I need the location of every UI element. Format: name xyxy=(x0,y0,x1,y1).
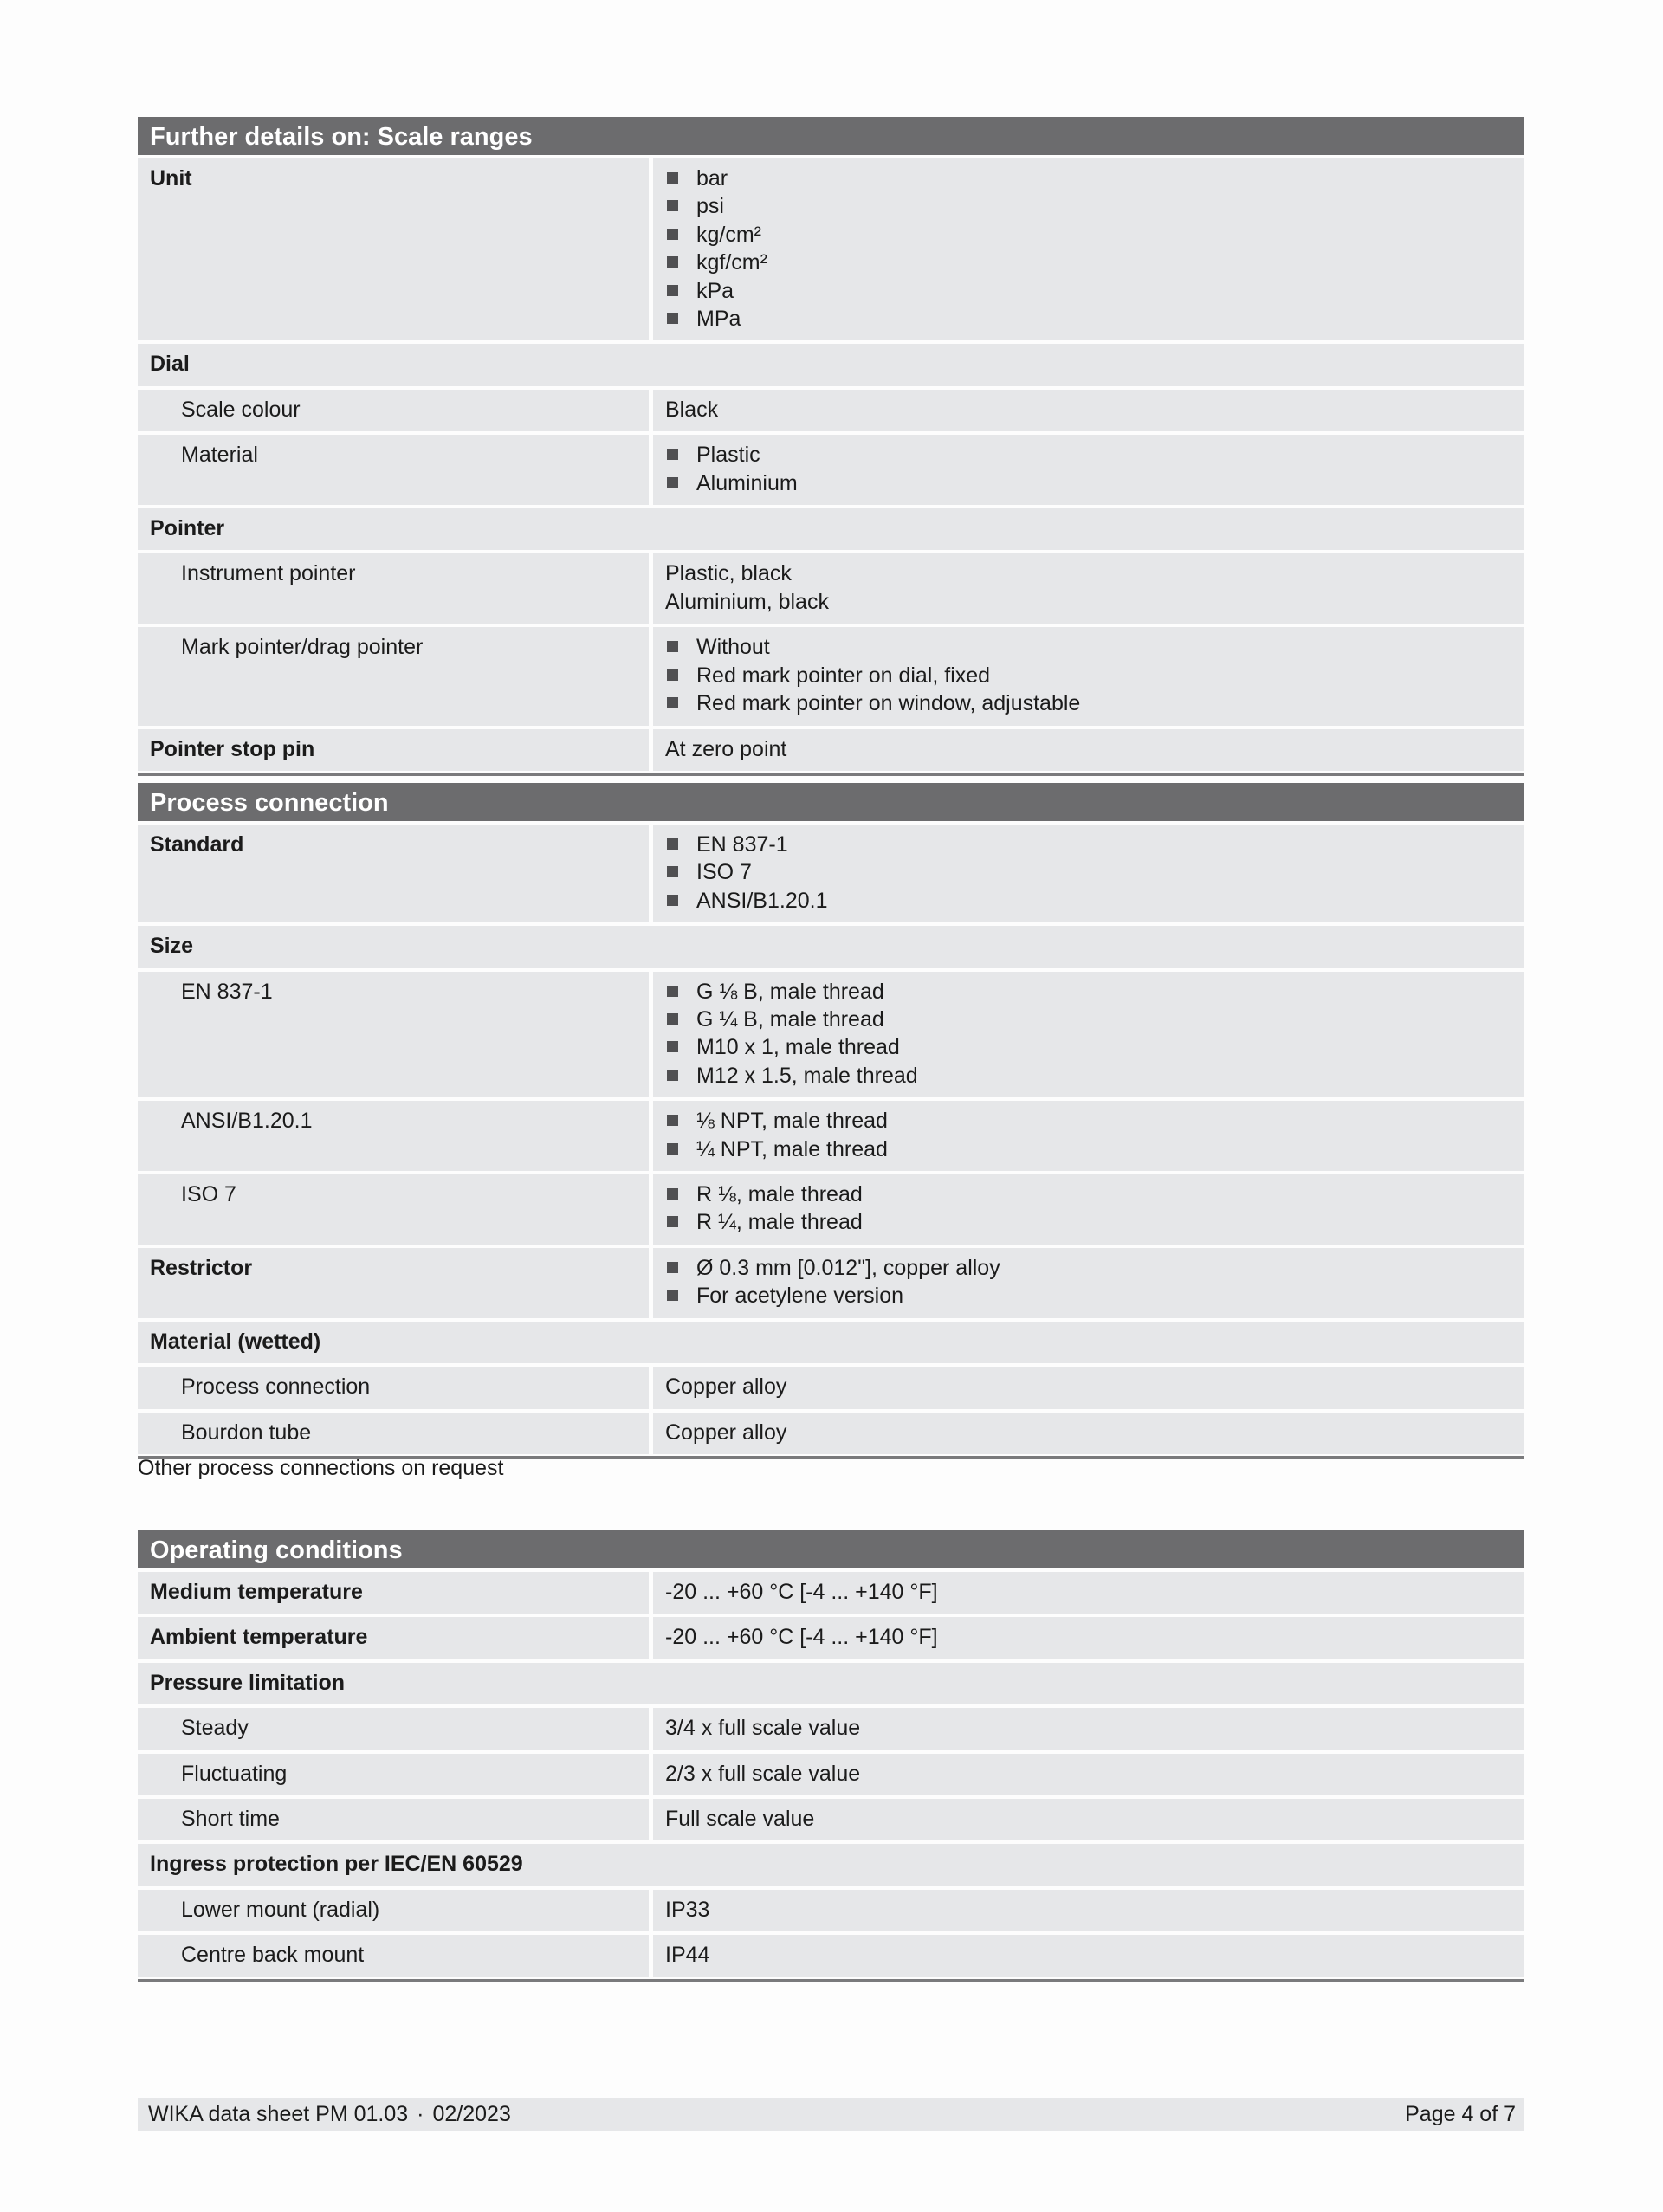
table-row-instrument-pointer xyxy=(138,553,1524,624)
table-row-iso-7 xyxy=(138,1174,1524,1245)
table-header: Process connection xyxy=(138,783,1524,821)
bullet-list xyxy=(665,1180,1513,1237)
row-value xyxy=(653,1248,1524,1318)
table-row-fluctuating xyxy=(138,1754,1524,1795)
table-row-scale-colour xyxy=(138,390,1524,431)
page-footer xyxy=(138,2098,1524,2131)
row-label: Dial xyxy=(138,344,1524,385)
row-value: 2/3 x full scale value xyxy=(653,1754,1524,1795)
operating-conditions-table xyxy=(138,1530,1524,1982)
bullet-item: psi xyxy=(665,192,1513,220)
bullet-item: ANSI/B1.20.1 xyxy=(665,887,1513,915)
row-value xyxy=(653,553,1524,624)
row-value: 3/4 x full scale value xyxy=(653,1708,1524,1750)
row-value xyxy=(653,435,1524,505)
footer-left xyxy=(148,2102,511,2127)
bullet-item: kgf/cm² xyxy=(665,249,1513,276)
table-header: Operating conditions xyxy=(138,1530,1524,1568)
bullet-list xyxy=(665,1107,1513,1163)
bullet-item: R ⅛, male thread xyxy=(665,1180,1513,1208)
table-row-material-wetted xyxy=(138,1322,1524,1363)
row-label: Pressure limitation xyxy=(138,1663,1524,1704)
row-label: Bourdon tube xyxy=(138,1413,649,1454)
table-row-lower-mount-radial xyxy=(138,1890,1524,1931)
row-value xyxy=(653,1174,1524,1245)
row-label: Centre back mount xyxy=(138,1935,649,1976)
row-label: Lower mount (radial) xyxy=(138,1890,649,1931)
row-label: ANSI/B1.20.1 xyxy=(138,1101,649,1171)
table-bottom-rule xyxy=(138,1979,1524,1982)
table-row-short-time xyxy=(138,1799,1524,1840)
bullet-item: kg/cm² xyxy=(665,221,1513,249)
value-line: Plastic, black xyxy=(665,561,792,586)
row-label: Fluctuating xyxy=(138,1754,649,1795)
row-label: Scale colour xyxy=(138,390,649,431)
bullet-list xyxy=(665,165,1513,333)
row-label: Pointer stop pin xyxy=(138,729,649,771)
process-connection-note: Other process connections on request xyxy=(138,1456,504,1480)
row-value: -20 ... +60 °C [-4 ... +140 °F] xyxy=(653,1617,1524,1659)
bullet-item: Aluminium xyxy=(665,469,1513,497)
table-row-restrictor xyxy=(138,1248,1524,1318)
bullet-item: For acetylene version xyxy=(665,1282,1513,1310)
bullet-item: EN 837-1 xyxy=(665,831,1513,858)
table-row-bourdon-tube xyxy=(138,1413,1524,1454)
scale-ranges-table xyxy=(138,117,1524,776)
row-label: Medium temperature xyxy=(138,1572,649,1614)
table-row-standard xyxy=(138,825,1524,922)
table-bottom-rule xyxy=(138,773,1524,776)
footer-page-number: Page 4 of 7 xyxy=(1405,2101,1516,2126)
bullet-item: M12 x 1.5, male thread xyxy=(665,1062,1513,1090)
process-connection-table xyxy=(138,783,1524,1459)
table-row-ingress-protection-per-iec-en-60529 xyxy=(138,1844,1524,1885)
table-row-process-connection xyxy=(138,1367,1524,1408)
row-value: -20 ... +60 °C [-4 ... +140 °F] xyxy=(653,1572,1524,1614)
row-value: At zero point xyxy=(653,729,1524,771)
bullet-item: M10 x 1, male thread xyxy=(665,1033,1513,1061)
bullet-item: Plastic xyxy=(665,441,1513,469)
table-body xyxy=(138,825,1524,1454)
row-label: Instrument pointer xyxy=(138,553,649,624)
row-label: Ingress protection per IEC/EN 60529 xyxy=(138,1844,1524,1885)
row-value: Full scale value xyxy=(653,1799,1524,1840)
row-value xyxy=(653,972,1524,1098)
footer-doc-id: WIKA data sheet PM 01.03 xyxy=(148,2101,409,2126)
bullet-item: kPa xyxy=(665,277,1513,305)
table-row-material xyxy=(138,435,1524,505)
bullet-item: ⅛ NPT, male thread xyxy=(665,1107,1513,1135)
row-label: Size xyxy=(138,926,1524,967)
bullet-item: Red mark pointer on window, adjustable xyxy=(665,689,1513,717)
row-label: Restrictor xyxy=(138,1248,649,1318)
row-value xyxy=(653,627,1524,725)
bullet-item: Red mark pointer on dial, fixed xyxy=(665,662,1513,689)
row-value xyxy=(653,825,1524,922)
table-body xyxy=(138,1572,1524,1977)
row-label: Unit xyxy=(138,158,649,340)
row-value: IP44 xyxy=(653,1935,1524,1976)
bullet-item: R ¼, male thread xyxy=(665,1208,1513,1236)
row-value xyxy=(653,1101,1524,1171)
table-row-medium-temperature xyxy=(138,1572,1524,1614)
table-row-en-837-1 xyxy=(138,972,1524,1098)
footer-date: 02/2023 xyxy=(432,2101,511,2126)
table-header: Further details on: Scale ranges xyxy=(138,117,1524,155)
table-row-ambient-temperature xyxy=(138,1617,1524,1659)
table-row-centre-back-mount xyxy=(138,1935,1524,1976)
bullet-list xyxy=(665,441,1513,497)
bullet-item: MPa xyxy=(665,305,1513,333)
row-value: Copper alloy xyxy=(653,1413,1524,1454)
row-label: Material xyxy=(138,435,649,505)
bullet-list xyxy=(665,1254,1513,1310)
bullet-item: G ¼ B, male thread xyxy=(665,1006,1513,1033)
table-row-steady xyxy=(138,1708,1524,1750)
row-value: Black xyxy=(653,390,1524,431)
table-row-size xyxy=(138,926,1524,967)
bullet-item: G ⅛ B, male thread xyxy=(665,978,1513,1006)
bullet-item: Ø 0.3 mm [0.012"], copper alloy xyxy=(665,1254,1513,1282)
table-row-pointer xyxy=(138,508,1524,550)
table-row-ansi-b1-20-1 xyxy=(138,1101,1524,1171)
row-value xyxy=(653,158,1524,340)
row-label: Material (wetted) xyxy=(138,1322,1524,1363)
bullet-list xyxy=(665,978,1513,1090)
row-label: Process connection xyxy=(138,1367,649,1408)
row-label: Pointer xyxy=(138,508,1524,550)
bullet-item: ISO 7 xyxy=(665,858,1513,886)
bullet-item: bar xyxy=(665,165,1513,192)
table-row-unit xyxy=(138,158,1524,340)
table-row-dial xyxy=(138,344,1524,385)
row-value: Copper alloy xyxy=(653,1367,1524,1408)
row-label: Ambient temperature xyxy=(138,1617,649,1659)
bullet-list xyxy=(665,633,1513,717)
row-label: Mark pointer/drag pointer xyxy=(138,627,649,725)
row-label: Short time xyxy=(138,1799,649,1840)
row-value: IP33 xyxy=(653,1890,1524,1931)
table-body xyxy=(138,158,1524,771)
footer-separator: · xyxy=(417,2101,424,2126)
row-label: EN 837-1 xyxy=(138,972,649,1098)
row-label: Standard xyxy=(138,825,649,922)
value-line: Aluminium, black xyxy=(665,589,829,614)
table-row-pressure-limitation xyxy=(138,1663,1524,1704)
row-label: ISO 7 xyxy=(138,1174,649,1245)
row-label: Steady xyxy=(138,1708,649,1750)
table-row-pointer-stop-pin xyxy=(138,729,1524,771)
bullet-item: ¼ NPT, male thread xyxy=(665,1135,1513,1163)
table-row-mark-pointer-drag-pointer xyxy=(138,627,1524,725)
bullet-list xyxy=(665,831,1513,915)
bullet-item: Without xyxy=(665,633,1513,661)
